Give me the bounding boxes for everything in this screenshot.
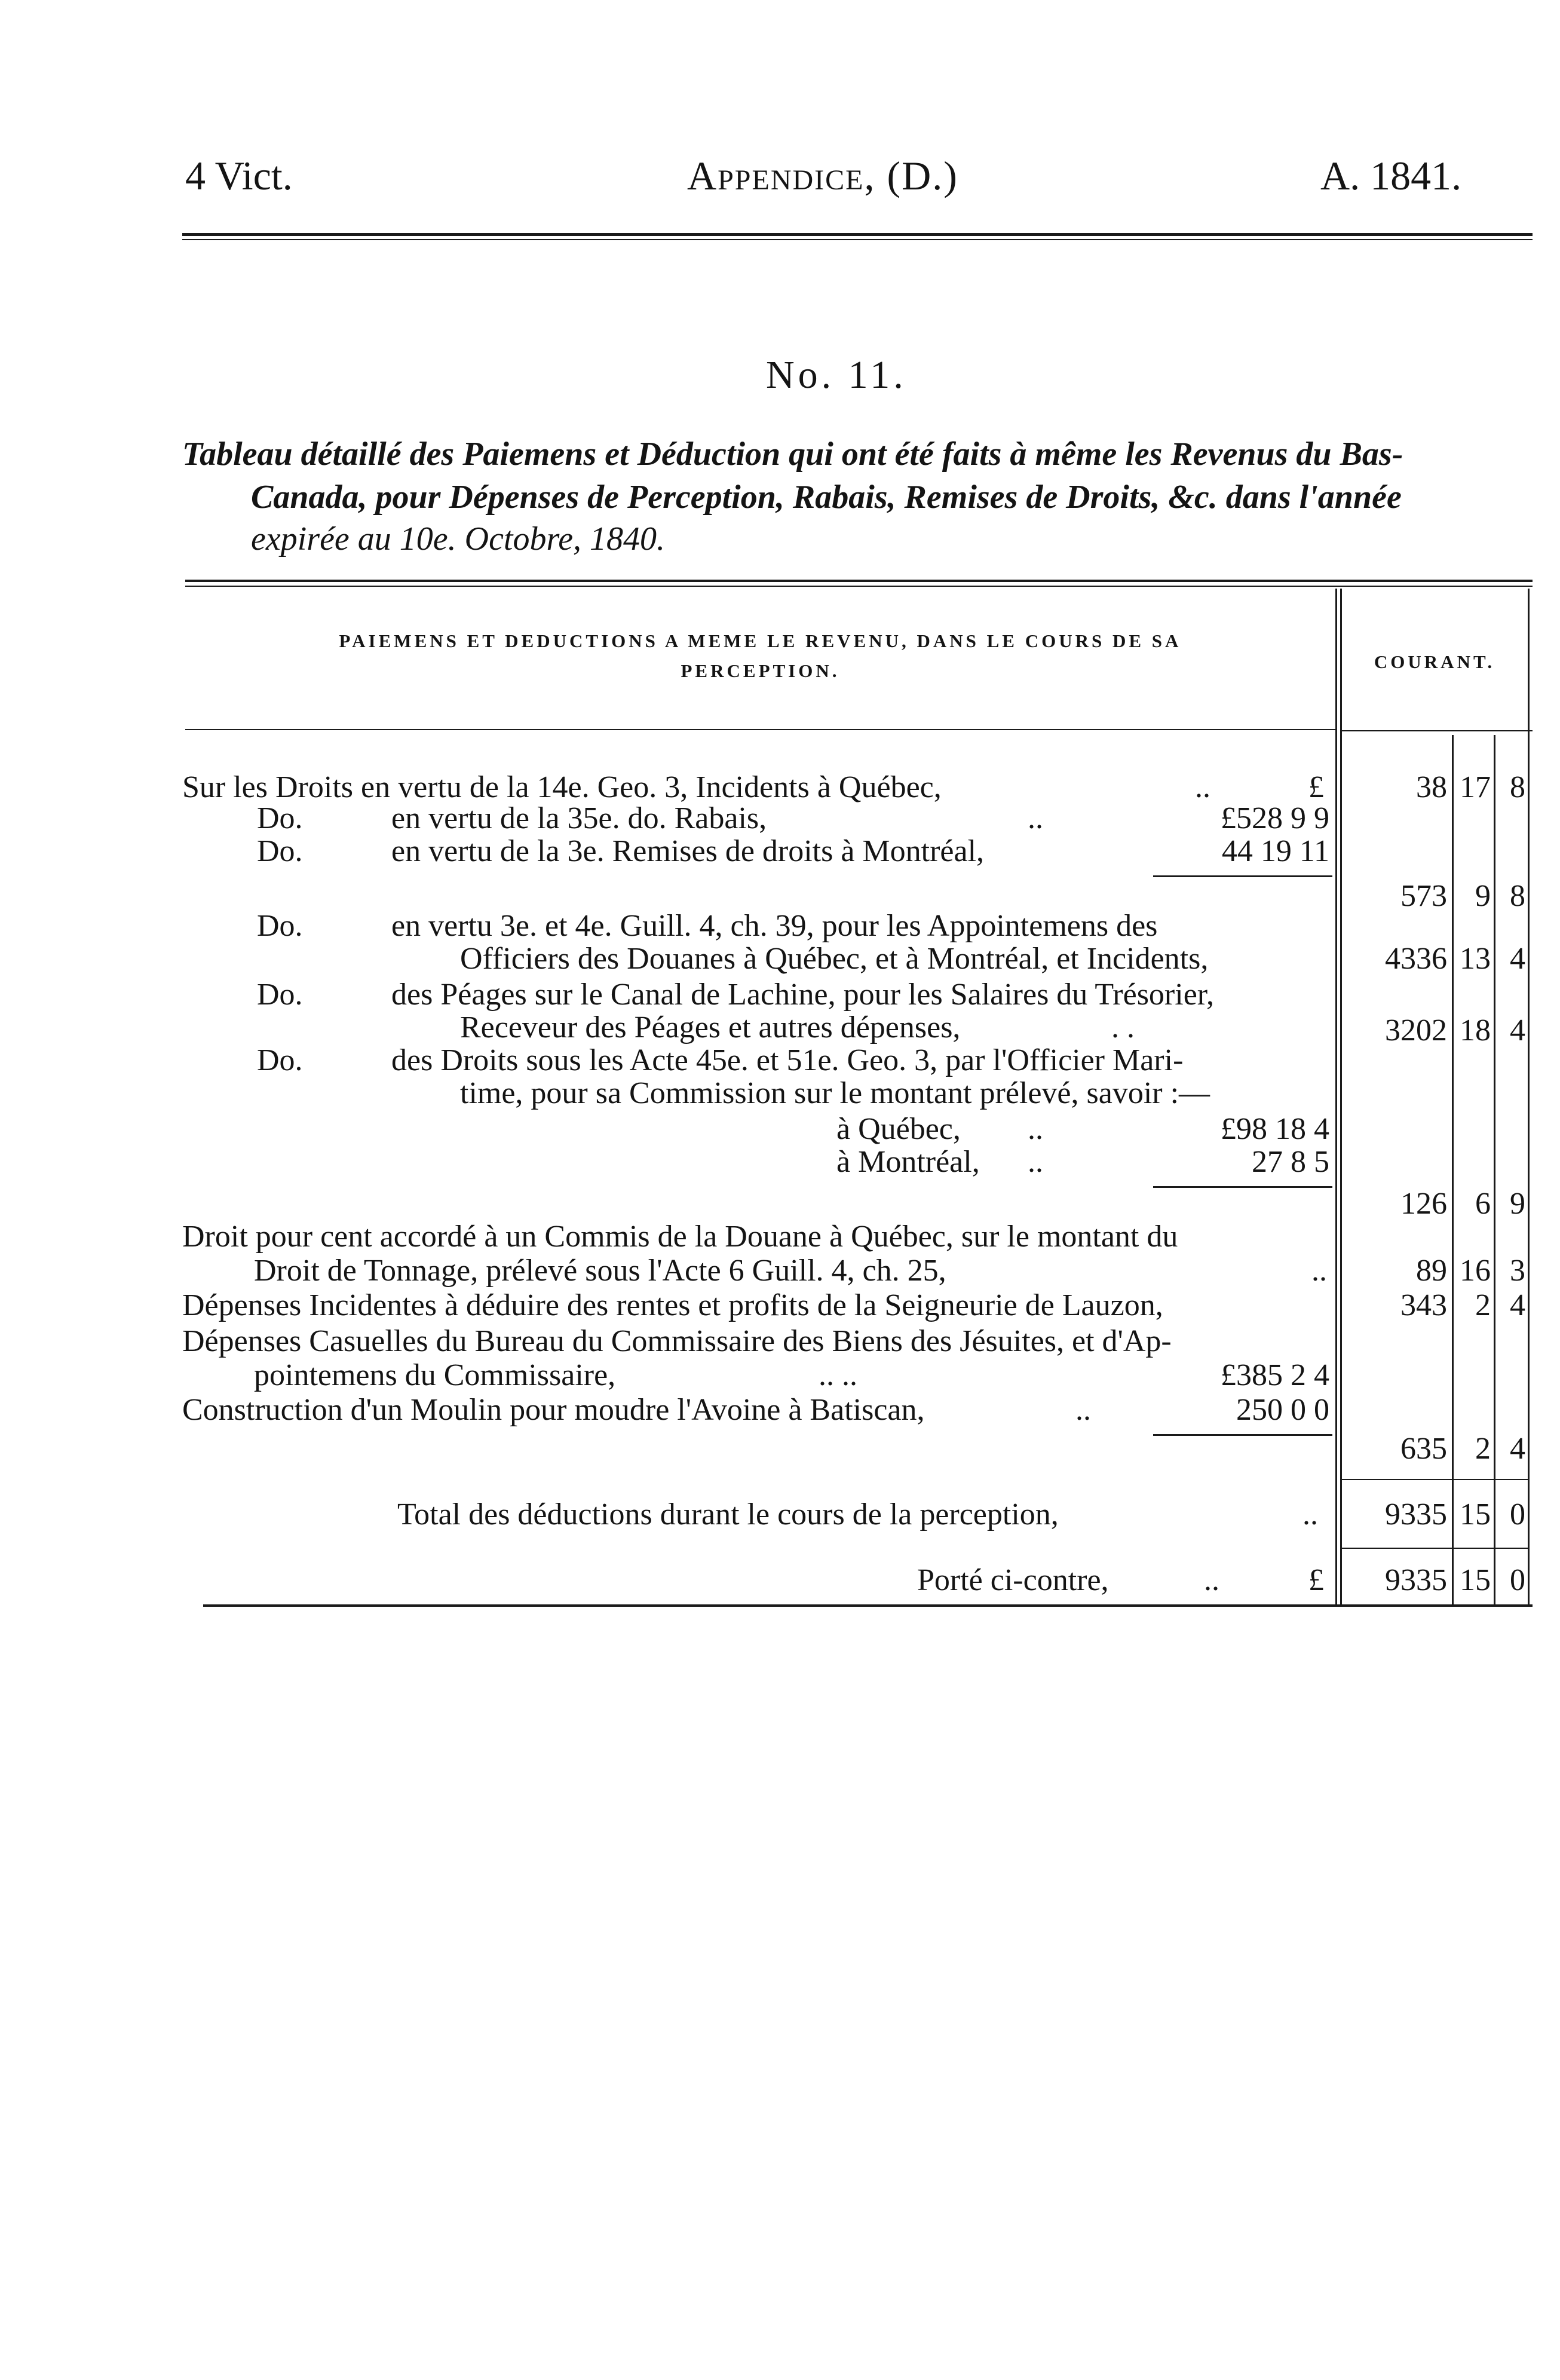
row-7-line-2: Droit de Tonnage, prélevé sous l'Acte 6 Guill. 4, ch. 25, bbox=[254, 1254, 946, 1288]
caption-line-1: Tableau détaillé des Paiemens et Déduction qui ont été faits à même les Revenus du Bas- bbox=[182, 436, 1403, 473]
table-header-rule-right bbox=[1341, 730, 1533, 731]
row-4-shillings: 13 bbox=[1460, 942, 1491, 976]
table-top-rule bbox=[185, 580, 1533, 582]
table-header-rule bbox=[185, 729, 1335, 730]
section-number: No. 11. bbox=[766, 353, 907, 397]
row-10-dots: .. bbox=[1075, 1393, 1091, 1427]
row-1-shillings: 17 bbox=[1460, 770, 1491, 804]
col-header-courant: COURANT. bbox=[1374, 651, 1495, 672]
total-label: Total des déductions durant le cours de la perception, bbox=[397, 1497, 1059, 1531]
row-6-sub-1-amount: £98 18 4 bbox=[1221, 1112, 1329, 1146]
row-1-currency: £ bbox=[1308, 770, 1324, 804]
row-3-text: en vertu de la 3e. Remises de droits à Montréal, bbox=[391, 834, 985, 868]
row-4-line-1: en vertu 3e. et 4e. Guill. 4, ch. 39, pour les Appointemens des bbox=[391, 909, 1158, 943]
carried-pence: 0 bbox=[1510, 1563, 1525, 1597]
row-4-label: Do. bbox=[257, 909, 303, 943]
row-5-shillings: 18 bbox=[1460, 1013, 1491, 1047]
row-2-subamount: £528 9 9 bbox=[1221, 801, 1329, 835]
col-line-1 bbox=[1335, 589, 1337, 1604]
row-3-subtotal-rule bbox=[1153, 875, 1332, 877]
row-3-label: Do. bbox=[257, 834, 303, 868]
row-6-sub-2-dots: .. bbox=[1028, 1145, 1043, 1179]
row-1-text: Sur les Droits en vertu de la 14e. Geo. 3, Incidents à Québec, bbox=[182, 770, 942, 804]
header-rule-thin bbox=[182, 239, 1533, 240]
row-5-line-1: des Péages sur le Canal de Lachine, pour les Salaires du Trésorier, bbox=[391, 978, 1215, 1012]
table-bottom-rule bbox=[203, 1604, 1533, 1607]
carried-currency: £ bbox=[1308, 1563, 1324, 1597]
row-5-line-2: Receveur des Péages et autres dépenses, bbox=[460, 1010, 961, 1044]
total-pounds: 9335 bbox=[1385, 1497, 1447, 1531]
row-2-label: Do. bbox=[257, 801, 303, 835]
row-10-text: Construction d'un Moulin pour moudre l'Avoine à Batiscan, bbox=[182, 1393, 925, 1427]
row-6-sub-2-amount: 27 8 5 bbox=[1252, 1145, 1329, 1179]
row-6-line-2: time, pour sa Commission sur le montant prélevé, savoir :— bbox=[460, 1076, 1210, 1110]
row-6-sub-1-dots: .. bbox=[1028, 1112, 1043, 1146]
header-rule bbox=[182, 233, 1533, 236]
row-9-line-2: pointemens du Commissaire, bbox=[254, 1358, 616, 1392]
row-6-label: Do. bbox=[257, 1043, 303, 1077]
row-2-dots: .. bbox=[1028, 801, 1043, 835]
table-top-rule-thin bbox=[185, 586, 1533, 587]
row-9-dots: .. .. bbox=[819, 1358, 857, 1392]
row-2-text: en vertu de la 35e. do. Rabais, bbox=[391, 801, 767, 835]
row-3-total-pounds: 573 bbox=[1400, 879, 1447, 913]
carried-dots: .. bbox=[1204, 1563, 1219, 1597]
row-1-dots: .. bbox=[1195, 770, 1210, 804]
row-4-line-2: Officiers des Douanes à Québec, et à Montréal, et Incidents, bbox=[460, 942, 1209, 976]
header-left: 4 Vict. bbox=[185, 153, 293, 198]
total-dots: .. bbox=[1302, 1497, 1318, 1531]
row-10-total-pence: 4 bbox=[1510, 1432, 1525, 1466]
row-7-pounds: 89 bbox=[1416, 1254, 1447, 1288]
col-line-pence bbox=[1494, 735, 1495, 1604]
row-8-pounds: 343 bbox=[1400, 1288, 1447, 1322]
row-6-line-1: des Droits sous les Acte 45e. et 51e. Geo. 3, par l'Officier Mari- bbox=[391, 1043, 1184, 1077]
row-5-pounds: 3202 bbox=[1385, 1013, 1447, 1047]
col-header-description-2: PERCEPTION. bbox=[681, 660, 840, 681]
row-8-text: Dépenses Incidentes à déduire des rentes et profits de la Seigneurie de Lauzon, bbox=[182, 1288, 1163, 1322]
row-3-total-pence: 8 bbox=[1510, 879, 1525, 913]
col-line-2 bbox=[1340, 589, 1342, 1604]
row-10-subtotal-rule bbox=[1153, 1434, 1332, 1436]
row-7-line-1: Droit pour cent accordé à un Commis de la Douane à Québec, sur le montant du bbox=[182, 1220, 1178, 1254]
row-10-total-pounds: 635 bbox=[1400, 1432, 1447, 1466]
caption-line-2: Canada, pour Dépenses de Perception, Rabais, Remises de Droits, &c. dans l'année bbox=[251, 479, 1402, 516]
row-4-pounds: 4336 bbox=[1385, 942, 1447, 976]
row-7-dots: .. bbox=[1311, 1254, 1327, 1288]
total-pence: 0 bbox=[1510, 1497, 1525, 1531]
row-8-shillings: 2 bbox=[1475, 1288, 1491, 1322]
row-5-dots: . . bbox=[1111, 1010, 1135, 1044]
row-6-total-pence: 9 bbox=[1510, 1187, 1525, 1221]
row-3-total-shillings: 9 bbox=[1475, 879, 1491, 913]
row-9-line-1: Dépenses Casuelles du Bureau du Commissaire des Biens des Jésuites, et d'Ap- bbox=[182, 1324, 1172, 1358]
row-1-pounds: 38 bbox=[1416, 770, 1447, 804]
row-4-pence: 4 bbox=[1510, 942, 1525, 976]
row-6-subtotal-rule bbox=[1153, 1186, 1332, 1188]
col-line-right bbox=[1528, 589, 1530, 1604]
row-10-total-shillings: 2 bbox=[1475, 1432, 1491, 1466]
row-7-shillings: 16 bbox=[1460, 1254, 1491, 1288]
header-center: Appendice, (D.) bbox=[687, 153, 958, 198]
row-6-sub-2-label: à Montréal, bbox=[836, 1145, 980, 1179]
carried-shillings: 15 bbox=[1460, 1563, 1491, 1597]
row-6-total-pounds: 126 bbox=[1400, 1187, 1447, 1221]
row-6-sub-1-label: à Québec, bbox=[836, 1112, 961, 1146]
row-5-pence: 4 bbox=[1510, 1013, 1525, 1047]
col-line-shillings bbox=[1452, 735, 1454, 1604]
carried-rule bbox=[1341, 1548, 1528, 1549]
row-10-subamount: 250 0 0 bbox=[1236, 1393, 1329, 1427]
row-8-pence: 4 bbox=[1510, 1288, 1525, 1322]
total-shillings: 15 bbox=[1460, 1497, 1491, 1531]
row-1-pence: 8 bbox=[1510, 770, 1525, 804]
row-3-subamount: 44 19 11 bbox=[1221, 834, 1329, 868]
row-6-total-shillings: 6 bbox=[1475, 1187, 1491, 1221]
header-right: A. 1841. bbox=[1320, 153, 1462, 198]
total-rule bbox=[1341, 1479, 1528, 1480]
carried-label: Porté ci-contre, bbox=[917, 1563, 1109, 1597]
caption-line-3: expirée au 10e. Octobre, 1840. bbox=[251, 520, 666, 558]
col-header-description-1: PAIEMENS ET DEDUCTIONS A MEME LE REVENU, DANS LE COURS DE SA bbox=[339, 630, 1182, 651]
carried-pounds: 9335 bbox=[1385, 1563, 1447, 1597]
row-5-label: Do. bbox=[257, 978, 303, 1012]
row-7-pence: 3 bbox=[1510, 1254, 1525, 1288]
row-9-subamount: £385 2 4 bbox=[1221, 1358, 1329, 1392]
